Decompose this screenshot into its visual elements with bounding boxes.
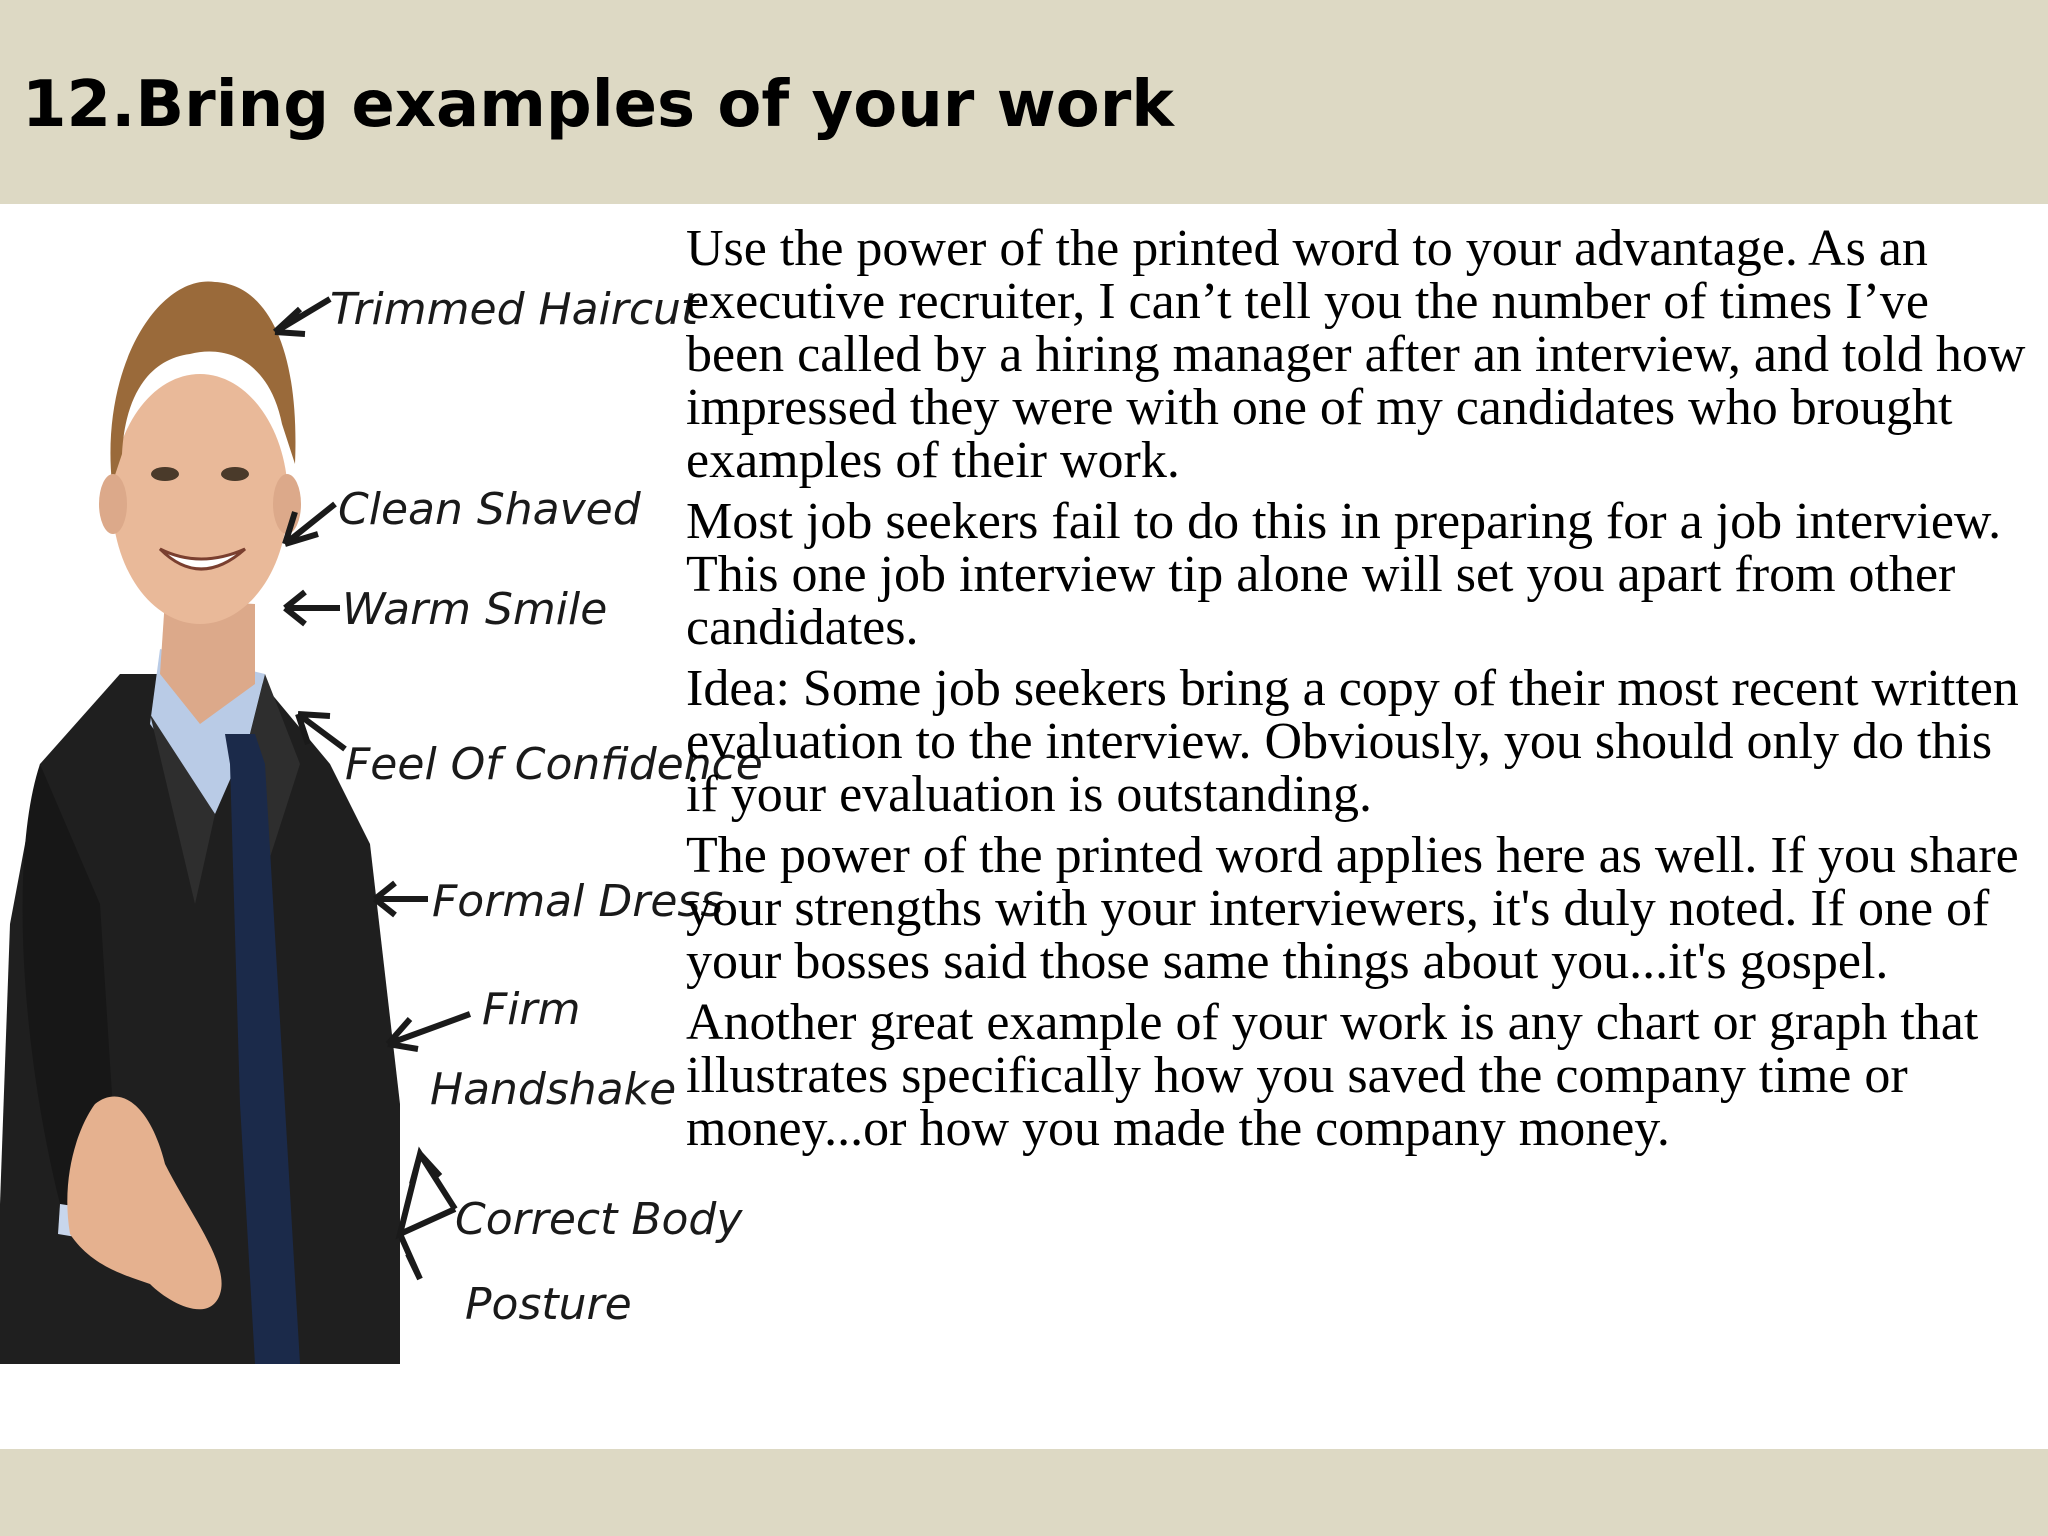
- right-ear: [273, 474, 301, 534]
- callout-formal-dress: [375, 876, 723, 927]
- callout-correct-body-posture: [400, 1154, 743, 1330]
- paragraph-1: Use the power of the printed word to your advantage. As an executive recruiter, I can’t tell you the number of times I’ve been called by a hiring manager after an interview, and told how impressed they were with one of my candidates who brought examples of their work.: [686, 220, 2026, 489]
- paragraph-3: Idea: Some job seekers bring a copy of their most recent written evaluation to the interview. Obviously, you should only do this if your evaluation is outstanding.: [686, 660, 2019, 823]
- label-feel-of-confidence: Feel Of Confidence: [345, 739, 763, 790]
- label-firm: Firm: [482, 984, 581, 1035]
- paragraph-4: The power of the printed word applies here as well. If you share your strengths with your interviewers, it's duly noted. If one of your bosses said those same things about you...it's gospel.: [686, 827, 2019, 990]
- body-text: [686, 222, 2036, 1163]
- right-eye: [221, 467, 249, 481]
- paragraph-5: Another great example of your work is any chart or graph that illustrates specifically how you saved the company time or money...or how you made the company money.: [686, 994, 1979, 1157]
- callout-clean-shaved: [285, 484, 642, 544]
- footer-band: [0, 1449, 2048, 1536]
- label-trimmed-haircut: Trimmed Haircut: [330, 284, 699, 335]
- face: [112, 374, 288, 624]
- label-posture: Posture: [465, 1279, 632, 1330]
- left-ear: [99, 474, 127, 534]
- label-warm-smile: Warm Smile: [342, 584, 608, 635]
- callout-trimmed-haircut: [275, 284, 700, 335]
- callout-firm-handshake: [388, 984, 676, 1115]
- businessman-svg: [0, 204, 763, 1449]
- callout-warm-smile: [285, 584, 607, 635]
- paragraph-2: Most job seekers fail to do this in preparing for a job interview. This one job interview tip alone will set you apart from other candidates.: [686, 493, 2002, 656]
- left-eye: [151, 467, 179, 481]
- slide-title: 12.Bring examples of your work: [22, 68, 1174, 142]
- label-handshake: Handshake: [430, 1064, 677, 1115]
- label-correct-body: Correct Body: [455, 1194, 743, 1245]
- label-clean-shaved: Clean Shaved: [338, 484, 641, 535]
- label-formal-dress: Formal Dress: [432, 876, 724, 927]
- businessman-illustration: [0, 204, 763, 1449]
